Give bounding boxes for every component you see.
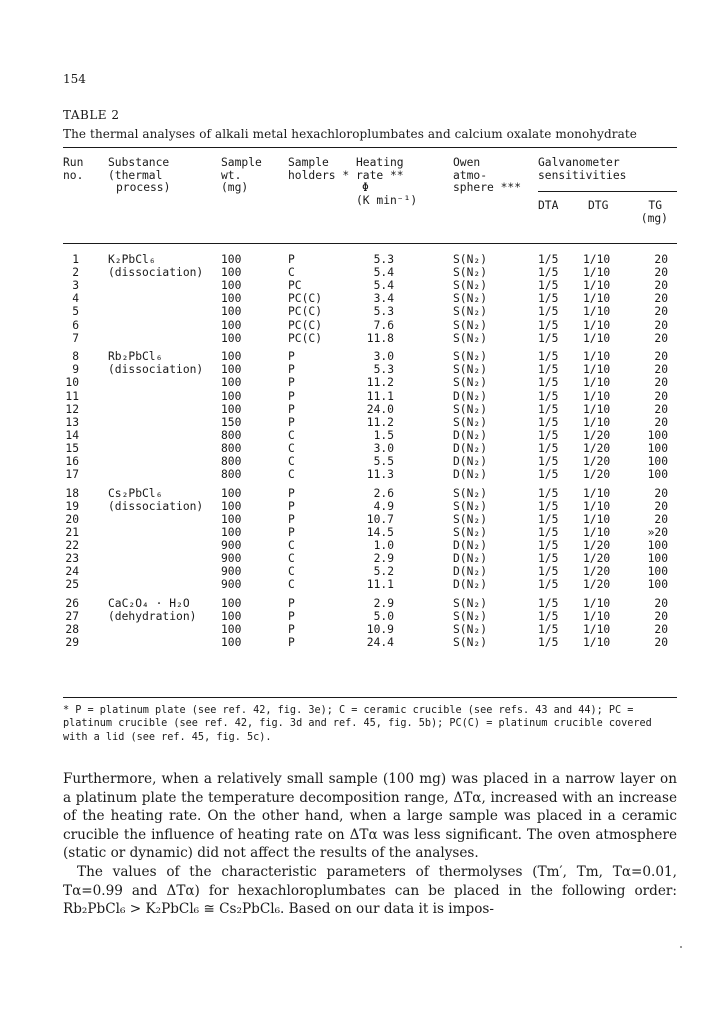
cell-run: 3	[72, 279, 79, 293]
cell-holder: P	[288, 350, 295, 364]
cell-atmosphere: D(N₂)	[453, 389, 488, 403]
cell-dta: 1/5	[538, 468, 559, 482]
cell-dta: 1/5	[538, 350, 559, 364]
cell-sample-wt: 100	[221, 305, 242, 319]
paragraph: The values of the characteristic parameters of thermolyses (Tm′, Tm, Tα=0.01, Tα=0.99 and ΔTα) for hexachloroplumbates can be placed in the following order: Rb₂PbCl₆ > K₂PbCl₆ ≅ Cs₂PbCl₆. Based on our data it is impos-	[63, 863, 677, 918]
cell-dta: 1/5	[538, 512, 559, 526]
cell-holder: P	[288, 526, 295, 539]
cell-atmosphere: D(N₂)	[453, 468, 488, 482]
cell-holder: P	[288, 486, 295, 500]
cell-holder: C	[288, 539, 295, 553]
cell-dta: 1/5	[538, 389, 559, 403]
cell-dta: 1/5	[538, 486, 559, 500]
cell-substance: Rb₂PbCl₆	[108, 350, 163, 364]
cell-heating-rate: 5.3	[373, 253, 394, 266]
cell-atmosphere: S(N₂)	[453, 350, 488, 364]
cell-atmosphere: S(N₂)	[453, 499, 488, 513]
paragraph: Furthermore, when a relatively small sample (100 mg) was placed in a narrow layer on a platinum plate the temperature decomposition range, ΔTα, increased with an increase of the heating rate. On the other hand, when a large sample was placed in a ceramic crucible the influence of heating rate on ΔTα was less significant. The oven atmosphere (static or dynamic) did not affect the results of the analyses.	[63, 771, 677, 862]
cell-run: 16	[65, 455, 79, 468]
header-heating-line: (K min⁻¹)	[356, 193, 418, 207]
cell-sample-wt: 100	[221, 402, 242, 416]
cell-run: 1	[72, 253, 79, 266]
cell-dtg: 1/10	[583, 253, 611, 266]
cell-heating-rate: 11.3	[366, 468, 394, 482]
cell-holder: PC(C)	[288, 331, 323, 345]
cell-dtg: 1/10	[583, 350, 611, 364]
header-run-line: no.	[63, 168, 84, 182]
cell-dtg: 1/10	[583, 376, 611, 390]
cell-substance: CaC₂O₄ · H₂O	[108, 597, 190, 610]
header-substance-line: (thermal	[108, 168, 163, 182]
cell-heating-rate: 3.0	[373, 350, 394, 364]
cell-heating-rate: 11.2	[366, 415, 394, 429]
cell-sample-wt: 100	[221, 389, 242, 403]
cell-atmosphere: S(N₂)	[453, 623, 488, 637]
cell-holder: C	[288, 552, 295, 566]
cell-heating-rate: 5.4	[373, 266, 394, 280]
cell-holder: P	[288, 402, 295, 416]
cell-dtg: 1/20	[583, 441, 611, 455]
cell-dta: 1/5	[538, 578, 559, 592]
header-galvanometer-line: Galvanometer	[538, 156, 620, 169]
cell-atmosphere: D(N₂)	[453, 552, 488, 566]
table-caption: The thermal analyses of alkali metal hexachloroplumbates and calcium oxalate monohydrate	[63, 127, 638, 141]
cell-dtg: 1/10	[583, 526, 611, 539]
header-oven-line: Owen	[453, 156, 481, 169]
cell-holder: PC(C)	[288, 318, 323, 332]
cell-heating-rate: 1.0	[373, 539, 394, 553]
cell-tg: »20	[647, 526, 668, 539]
cell-dta: 1/5	[538, 292, 559, 306]
cell-heating-rate: 5.3	[373, 363, 394, 377]
table-bottom-rule	[63, 697, 677, 698]
cell-sample-wt: 800	[221, 441, 242, 455]
cell-dtg: 1/10	[583, 610, 611, 624]
cell-atmosphere: S(N₂)	[453, 266, 488, 280]
cell-holder: C	[288, 266, 295, 280]
header-holders	[288, 157, 349, 182]
cell-run: 26	[65, 597, 79, 610]
cell-run: 19	[65, 499, 79, 513]
cell-run: 12	[65, 402, 79, 416]
cell-sample-wt: 800	[221, 428, 242, 442]
cell-heating-rate: 10.7	[366, 512, 394, 526]
cell-sample-wt: 800	[221, 468, 242, 482]
cell-atmosphere: S(N₂)	[453, 610, 488, 624]
cell-dtg: 1/10	[583, 623, 611, 637]
table-footnote: * P = platinum plate (see ref. 42, fig. 3e); C = ceramic crucible (see refs. 43 and 44); PC = platinum crucible (see ref. 42, fig. 3d and ref. 45, fig. 5b); PC(C) = platinum crucible covered with a lid (see ref. 45, fig. 5c).	[63, 705, 652, 743]
page-number: 154	[63, 72, 86, 86]
cell-sample-wt: 100	[221, 526, 242, 539]
cell-tg: 100	[647, 539, 668, 553]
header-galvanometer	[538, 157, 626, 182]
cell-atmosphere: S(N₂)	[453, 512, 488, 526]
cell-tg: 20	[654, 292, 668, 306]
cell-tg: 100	[647, 578, 668, 592]
cell-heating-rate: 24.0	[366, 402, 394, 416]
cell-atmosphere: S(N₂)	[453, 305, 488, 319]
cell-heating-rate: 5.3	[373, 305, 394, 319]
cell-dtg: 1/10	[583, 363, 611, 377]
cell-dta: 1/5	[538, 415, 559, 429]
cell-substance: Cs₂PbCl₆	[108, 486, 163, 500]
cell-run: 8	[72, 350, 79, 364]
header-heating-line: Φ	[362, 181, 369, 194]
cell-dtg: 1/20	[583, 552, 611, 566]
header-tg-line: (mg)	[640, 211, 668, 225]
cell-dtg: 1/10	[583, 318, 611, 332]
cell-atmosphere: D(N₂)	[453, 578, 488, 592]
cell-run: 28	[65, 623, 79, 637]
cell-atmosphere: S(N₂)	[453, 331, 488, 345]
cell-sample-wt: 100	[221, 266, 242, 280]
cell-tg: 20	[654, 376, 668, 390]
cell-holder: C	[288, 441, 295, 455]
cell-tg: 100	[647, 428, 668, 442]
cell-tg: 20	[654, 402, 668, 416]
cell-tg: 100	[647, 441, 668, 455]
cell-sample-wt: 800	[221, 455, 242, 468]
cell-dtg: 1/10	[583, 486, 611, 500]
cell-holder: PC	[288, 279, 302, 293]
cell-tg: 20	[654, 253, 668, 266]
cell-sample-wt: 100	[221, 623, 242, 637]
cell-heating-rate: 2.9	[373, 552, 394, 566]
header-run	[63, 157, 83, 182]
cell-dtg: 1/10	[583, 331, 611, 345]
header-tg	[627, 200, 668, 225]
cell-atmosphere: D(N₂)	[453, 455, 488, 468]
header-substance-line: Substance	[108, 156, 170, 169]
cell-tg: 20	[654, 636, 668, 650]
cell-dta: 1/5	[538, 636, 559, 650]
cell-atmosphere: S(N₂)	[453, 597, 488, 610]
cell-dtg: 1/10	[583, 636, 611, 650]
cell-atmosphere: S(N₂)	[453, 279, 488, 293]
cell-dta: 1/5	[538, 441, 559, 455]
cell-heating-rate: 5.0	[373, 610, 394, 624]
galvanometer-subrule	[538, 191, 677, 192]
cell-tg: 20	[654, 486, 668, 500]
cell-tg: 20	[654, 623, 668, 637]
cell-dta: 1/5	[538, 539, 559, 553]
cell-dtg: 1/20	[583, 455, 611, 468]
cell-run: 10	[65, 376, 79, 390]
cell-heating-rate: 5.5	[373, 455, 394, 468]
cell-holder: P	[288, 512, 295, 526]
cell-dta: 1/5	[538, 597, 559, 610]
cell-sample-wt: 100	[221, 610, 242, 624]
cell-holder: P	[288, 363, 295, 377]
cell-dta: 1/5	[538, 266, 559, 280]
cell-heating-rate: 11.1	[366, 578, 394, 592]
cell-tg: 20	[654, 597, 668, 610]
header-substance-line: process)	[116, 181, 171, 194]
cell-sample-wt: 100	[221, 499, 242, 513]
cell-holder: P	[288, 597, 295, 610]
header-dta: DTA	[538, 199, 559, 212]
cell-heating-rate: 2.6	[373, 486, 394, 500]
header-holders-line: holders *	[288, 168, 350, 182]
cell-dta: 1/5	[538, 552, 559, 566]
cell-run: 13	[65, 415, 79, 429]
cell-holder: C	[288, 468, 295, 482]
cell-holder: P	[288, 376, 295, 390]
header-heating-rate	[356, 157, 417, 207]
cell-dta: 1/5	[538, 402, 559, 416]
cell-dtg: 1/20	[583, 428, 611, 442]
cell-dtg: 1/10	[583, 597, 611, 610]
cell-heating-rate: 5.4	[373, 279, 394, 293]
cell-dtg: 1/10	[583, 415, 611, 429]
cell-dtg: 1/10	[583, 389, 611, 403]
cell-dtg: 1/20	[583, 565, 611, 579]
cell-dta: 1/5	[538, 499, 559, 513]
cell-tg: 20	[654, 318, 668, 332]
cell-dtg: 1/20	[583, 468, 611, 482]
cell-dtg: 1/10	[583, 305, 611, 319]
cell-dta: 1/5	[538, 610, 559, 624]
cell-dta: 1/5	[538, 428, 559, 442]
cell-atmosphere: S(N₂)	[453, 363, 488, 377]
cell-tg: 100	[647, 455, 668, 468]
cell-run: 21	[65, 526, 79, 539]
body-text	[63, 770, 677, 919]
cell-holder: P	[288, 636, 295, 650]
cell-sample-wt: 100	[221, 597, 242, 610]
header-oven-line: sphere ***	[453, 181, 522, 194]
header-tg-line: TG	[648, 199, 662, 212]
cell-heating-rate: 14.5	[366, 526, 394, 539]
cell-dtg: 1/20	[583, 539, 611, 553]
cell-sample-wt: 100	[221, 318, 242, 332]
header-oven-atmosphere	[453, 157, 521, 195]
cell-sample-wt: 100	[221, 363, 242, 377]
cell-dta: 1/5	[538, 623, 559, 637]
cell-run: 17	[65, 468, 79, 482]
cell-run: 20	[65, 512, 79, 526]
cell-dtg: 1/10	[583, 499, 611, 513]
cell-tg: 20	[654, 415, 668, 429]
cell-sample-wt: 900	[221, 565, 242, 579]
cell-dta: 1/5	[538, 455, 559, 468]
cell-tg: 20	[654, 331, 668, 345]
scan-speck	[680, 946, 682, 948]
cell-sample-wt: 100	[221, 376, 242, 390]
header-substance	[108, 157, 170, 195]
cell-holder: PC(C)	[288, 292, 323, 306]
cell-run: 23	[65, 552, 79, 566]
cell-atmosphere: S(N₂)	[453, 292, 488, 306]
cell-holder: P	[288, 253, 295, 266]
cell-atmosphere: S(N₂)	[453, 486, 488, 500]
cell-heating-rate: 3.4	[373, 292, 394, 306]
cell-dta: 1/5	[538, 376, 559, 390]
cell-heating-rate: 7.6	[373, 318, 394, 332]
cell-tg: 20	[654, 305, 668, 319]
cell-sample-wt: 900	[221, 578, 242, 592]
cell-sample-wt: 100	[221, 512, 242, 526]
cell-atmosphere: D(N₂)	[453, 565, 488, 579]
header-heating-line: Heating	[356, 156, 404, 169]
cell-sample-wt: 100	[221, 292, 242, 306]
cell-holder: C	[288, 565, 295, 579]
cell-tg: 20	[654, 499, 668, 513]
cell-heating-rate: 11.2	[366, 376, 394, 390]
header-sample-wt-line: Sample	[221, 156, 262, 169]
cell-run: 6	[72, 318, 79, 332]
cell-holder: P	[288, 499, 295, 513]
cell-run: 7	[72, 331, 79, 345]
cell-run: 25	[65, 578, 79, 592]
header-sample-wt-line: (mg)	[221, 181, 249, 194]
cell-tg: 100	[647, 565, 668, 579]
cell-dtg: 1/10	[583, 279, 611, 293]
cell-heating-rate: 2.9	[373, 597, 394, 610]
table-top-rule	[63, 147, 677, 148]
header-run-line: Run	[63, 156, 84, 169]
cell-tg: 20	[654, 389, 668, 403]
cell-substance: K₂PbCl₆	[108, 253, 156, 266]
cell-run: 2	[72, 266, 79, 280]
cell-run: 29	[65, 636, 79, 650]
cell-dtg: 1/20	[583, 578, 611, 592]
cell-atmosphere: D(N₂)	[453, 441, 488, 455]
cell-atmosphere: S(N₂)	[453, 402, 488, 416]
header-heating-line: rate **	[356, 168, 404, 182]
header-oven-line: atmo-	[453, 168, 488, 182]
cell-run: 9	[72, 363, 79, 377]
cell-substance-process: (dehydration)	[108, 610, 197, 624]
cell-holder: P	[288, 623, 295, 637]
cell-atmosphere: S(N₂)	[453, 526, 488, 539]
cell-run: 11	[65, 389, 79, 403]
cell-run: 27	[65, 610, 79, 624]
cell-dtg: 1/10	[583, 266, 611, 280]
cell-atmosphere: S(N₂)	[453, 415, 488, 429]
cell-holder: PC(C)	[288, 305, 323, 319]
cell-dtg: 1/10	[583, 512, 611, 526]
cell-run: 18	[65, 486, 79, 500]
cell-holder: P	[288, 610, 295, 624]
cell-tg: 100	[647, 552, 668, 566]
cell-tg: 20	[654, 350, 668, 364]
cell-run: 5	[72, 305, 79, 319]
cell-sample-wt: 100	[221, 331, 242, 345]
cell-run: 15	[65, 441, 79, 455]
cell-atmosphere: S(N₂)	[453, 318, 488, 332]
cell-run: 14	[65, 428, 79, 442]
cell-atmosphere: D(N₂)	[453, 539, 488, 553]
header-sample-wt	[221, 157, 262, 195]
cell-dta: 1/5	[538, 526, 559, 539]
cell-holder: P	[288, 389, 295, 403]
cell-heating-rate: 10.9	[366, 623, 394, 637]
cell-sample-wt: 100	[221, 279, 242, 293]
cell-atmosphere: S(N₂)	[453, 636, 488, 650]
cell-dta: 1/5	[538, 253, 559, 266]
cell-holder: C	[288, 578, 295, 592]
cell-sample-wt: 100	[221, 253, 242, 266]
cell-heating-rate: 4.9	[373, 499, 394, 513]
header-holders-line: Sample	[288, 156, 329, 169]
cell-substance-process: (dissociation)	[108, 499, 204, 513]
cell-substance-process: (dissociation)	[108, 266, 204, 280]
table-header-rule	[63, 243, 677, 244]
cell-substance-process: (dissociation)	[108, 363, 204, 377]
cell-tg: 100	[647, 468, 668, 482]
cell-sample-wt: 100	[221, 636, 242, 650]
header-sample-wt-line: wt.	[221, 168, 242, 182]
cell-holder: C	[288, 428, 295, 442]
cell-dta: 1/5	[538, 565, 559, 579]
cell-run: 24	[65, 565, 79, 579]
cell-heating-rate: 11.1	[366, 389, 394, 403]
cell-sample-wt: 150	[221, 415, 242, 429]
cell-tg: 20	[654, 266, 668, 280]
cell-dta: 1/5	[538, 279, 559, 293]
cell-run: 22	[65, 539, 79, 553]
cell-sample-wt: 900	[221, 552, 242, 566]
cell-dta: 1/5	[538, 318, 559, 332]
cell-heating-rate: 24.4	[366, 636, 394, 650]
cell-sample-wt: 900	[221, 539, 242, 553]
cell-holder: C	[288, 455, 295, 468]
cell-sample-wt: 100	[221, 486, 242, 500]
cell-dtg: 1/10	[583, 292, 611, 306]
cell-dta: 1/5	[538, 305, 559, 319]
cell-heating-rate: 5.2	[373, 565, 394, 579]
cell-dta: 1/5	[538, 363, 559, 377]
cell-tg: 20	[654, 512, 668, 526]
header-galvanometer-line: sensitivities	[538, 168, 627, 182]
cell-heating-rate: 11.8	[366, 331, 394, 345]
cell-dta: 1/5	[538, 331, 559, 345]
cell-heating-rate: 1.5	[373, 428, 394, 442]
cell-run: 4	[72, 292, 79, 306]
header-dtg: DTG	[588, 199, 609, 212]
cell-atmosphere: S(N₂)	[453, 253, 488, 266]
cell-dtg: 1/10	[583, 402, 611, 416]
cell-atmosphere: S(N₂)	[453, 376, 488, 390]
table-label: TABLE 2	[63, 108, 120, 122]
cell-atmosphere: D(N₂)	[453, 428, 488, 442]
cell-holder: P	[288, 415, 295, 429]
cell-tg: 20	[654, 279, 668, 293]
cell-heating-rate: 3.0	[373, 441, 394, 455]
cell-sample-wt: 100	[221, 350, 242, 364]
cell-tg: 20	[654, 610, 668, 624]
cell-tg: 20	[654, 363, 668, 377]
